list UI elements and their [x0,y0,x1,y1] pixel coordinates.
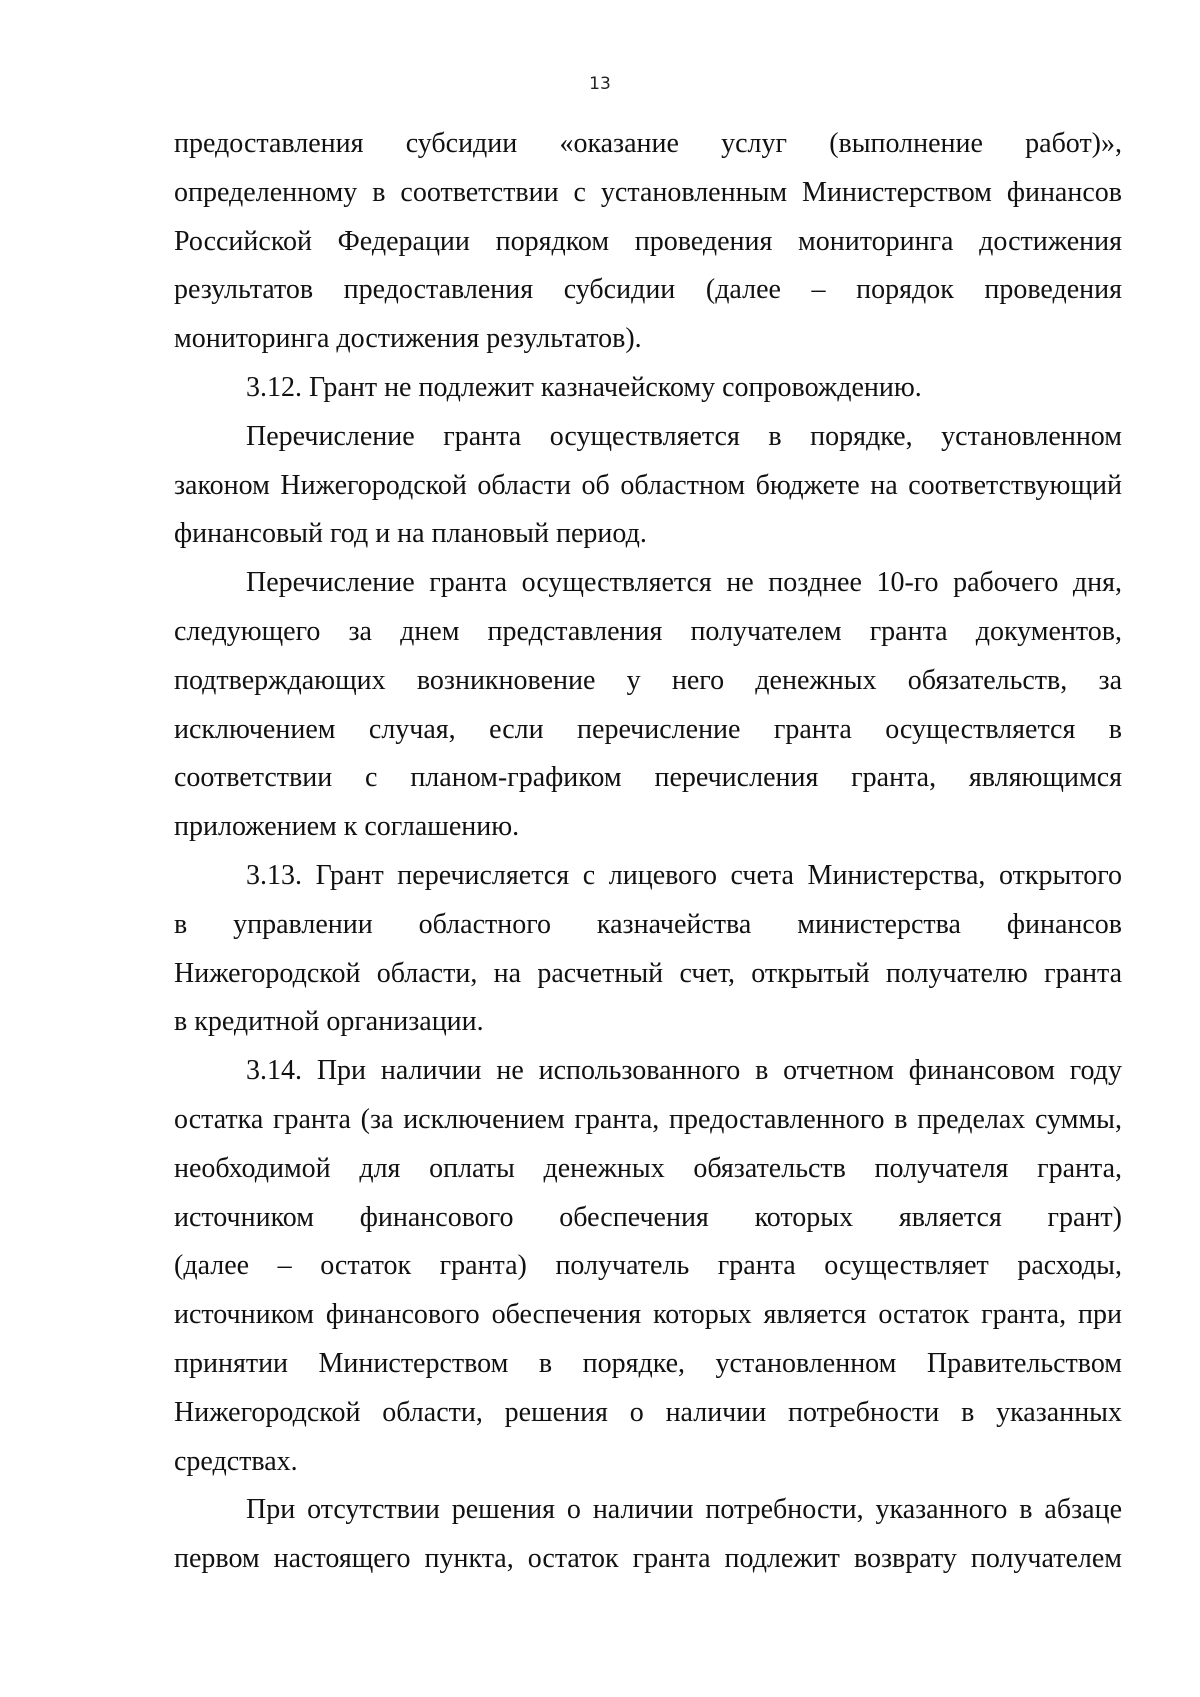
document-body [174,120,1122,1584]
text-line: Перечисление гранта осуществляется в порядке, установленном [246,420,1122,452]
text-line: источником финансового обеспечения которых является грант) [174,1201,1122,1233]
text-line: Нижегородской области, на расчетный счет, открытый получателю гранта [174,957,1122,989]
text-line: источником финансового обеспечения которых является остаток гранта, при [174,1299,1122,1331]
text-line: следующего за днем представления получателем гранта документов, [174,615,1122,647]
text-line: (далее – остаток гранта) получатель гранта осуществляет расходы, [174,1250,1122,1282]
page-number: 13 [589,74,611,94]
paragraph [174,1047,1122,1486]
text-line: остатка гранта (за исключением гранта, предоставленного в пределах суммы, [174,1103,1122,1135]
text-line: принятии Министерством в порядке, установленном Правительством [174,1347,1122,1379]
text-line: законом Нижегородской области об областном бюджете на соответствующий [174,469,1122,501]
paragraph [174,120,1122,364]
text-line: соответствии с планом-графиком перечисления гранта, являющимся [174,762,1122,794]
text-line: исключением случая, если перечисление гранта осуществляется в [174,713,1122,745]
paragraph [174,852,1122,1047]
text-line: результатов предоставления субсидии (далее – порядок проведения [174,274,1122,306]
text-line: 3.12. Грант не подлежит казначейскому сопровождению. [246,371,922,403]
text-line: в кредитной организации. [174,1006,484,1038]
text-line: средствах. [174,1445,298,1477]
paragraph [174,413,1122,559]
text-line: первом настоящего пункта, остаток гранта подлежит возврату получателем [174,1543,1122,1575]
text-line: подтверждающих возникновение у него денежных обязательств, за [174,664,1122,696]
text-line: предоставления субсидии «оказание услуг (выполнение работ)», [174,128,1122,159]
text-line: 3.14. При наличии не использованного в отчетном финансовом году [246,1055,1122,1087]
text-line: При отсутствии решения о наличии потребности, указанного в абзаце [246,1494,1122,1526]
paragraph [174,559,1122,852]
text-line: Перечисление гранта осуществляется не позднее 10-го рабочего дня, [246,567,1122,599]
text-line: необходимой для оплаты денежных обязательств получателя гранта, [174,1152,1122,1184]
text-line: 3.13. Грант перечисляется с лицевого счета Министерства, открытого [246,859,1122,891]
text-line: Нижегородской области, решения о наличии потребности в указанных [174,1396,1122,1428]
paragraph [174,364,1122,413]
text-line: финансовый год и на плановый период. [174,518,647,550]
text-line: Российской Федерации порядком проведения мониторинга достижения [174,225,1122,257]
text-line: мониторинга достижения результатов). [174,323,642,355]
paragraph [174,1486,1122,1584]
text-line: в управлении областного казначейства министерства финансов [174,908,1122,940]
text-line: определенному в соответствии с установленным Министерством финансов [174,176,1122,208]
text-line: приложением к соглашению. [174,811,520,843]
